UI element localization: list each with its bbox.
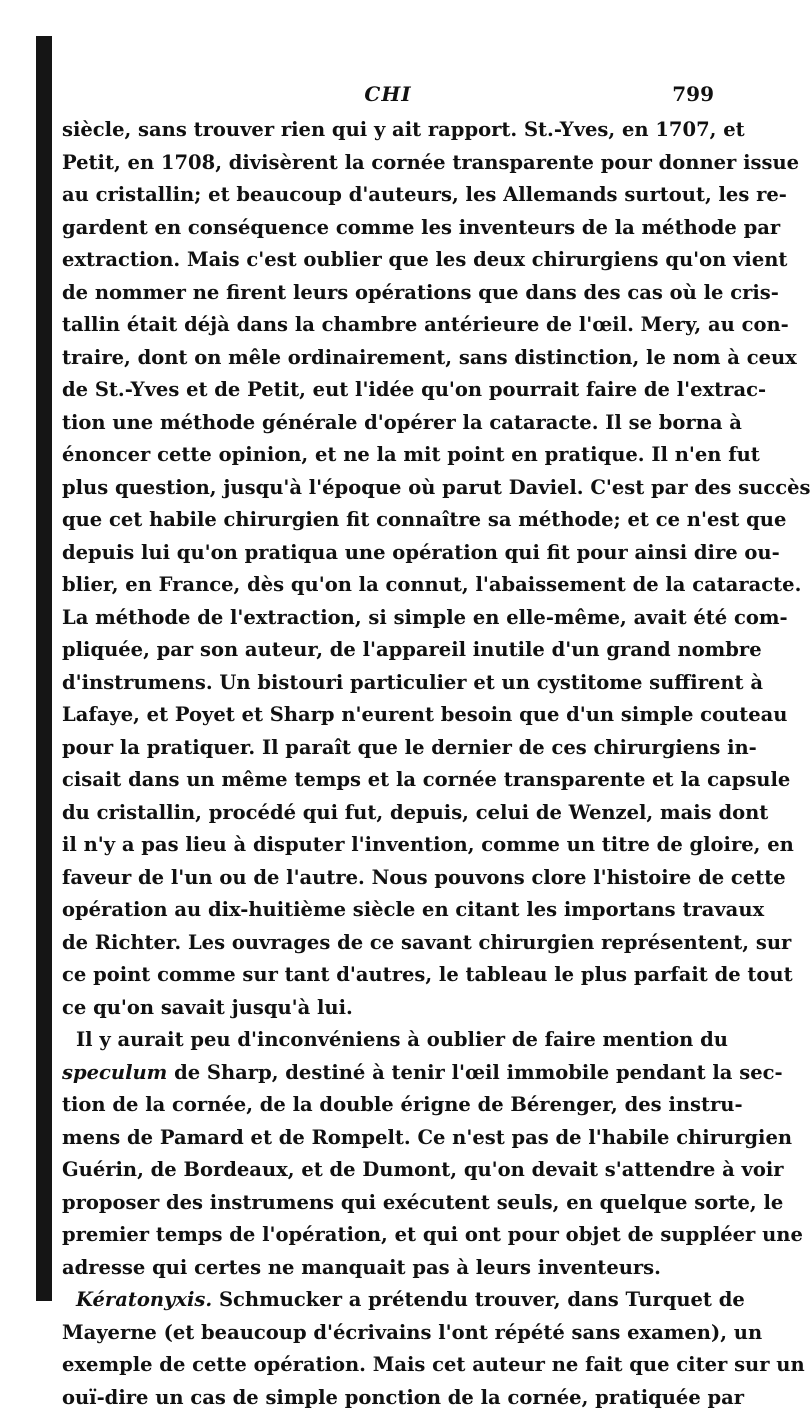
- text-line: gardent en conséquence comme les inventeurs de la méthode par: [62, 212, 714, 245]
- text-line: ouï-dire un cas de simple ponction de la cornée, pratiquée par: [62, 1382, 714, 1414]
- paragraph-1: [62, 114, 714, 1024]
- text-line: de Richter. Les ouvrages de ce savant chirurgien représentent, sur: [62, 927, 714, 960]
- text-line: blier, en France, dès qu'on la connut, l'abaissement de la cataracte.: [62, 569, 714, 602]
- text-line: ce qu'on savait jusqu'à lui.: [62, 992, 714, 1025]
- text-line: traire, dont on mêle ordinairement, sans distinction, le nom à ceux: [62, 342, 714, 375]
- text-line: Petit, en 1708, divisèrent la cornée transparente pour donner issue: [62, 147, 714, 180]
- text-line: de nommer ne firent leurs opérations que dans des cas où le cris-: [62, 277, 714, 310]
- running-head: CHI: [62, 82, 714, 106]
- paragraph-3: [62, 1284, 714, 1414]
- text-line: de St.-Yves et de Petit, eut l'idée qu'on pourrait faire de l'extrac-: [62, 374, 714, 407]
- italic-term: speculum: [62, 1061, 167, 1084]
- book-page: [62, 78, 714, 1414]
- paragraph-2: [62, 1024, 714, 1284]
- text-line: tion une méthode générale d'opérer la cataracte. Il se borna à: [62, 407, 714, 440]
- text-line: [62, 1284, 714, 1317]
- text-line: énoncer cette opinion, et ne la mit point en pratique. Il n'en fut: [62, 439, 714, 472]
- text-line: tallin était déjà dans la chambre antérieure de l'œil. Mery, au con-: [62, 309, 714, 342]
- text-line: premier temps de l'opération, et qui ont pour objet de suppléer une: [62, 1219, 714, 1252]
- text-line: que cet habile chirurgien fit connaître sa méthode; et ce n'est que: [62, 504, 714, 537]
- text-line: Guérin, de Bordeaux, et de Dumont, qu'on devait s'attendre à voir: [62, 1154, 714, 1187]
- binding-gutter: [36, 36, 52, 1301]
- text-line: pour la pratiquer. Il paraît que le dernier de ces chirurgiens in-: [62, 732, 714, 765]
- text-line: exemple de cette opération. Mais cet auteur ne fait que citer sur un: [62, 1349, 714, 1382]
- text-line: Il y aurait peu d'inconvéniens à oublier de faire mention du: [62, 1024, 714, 1057]
- page-header: [62, 78, 714, 114]
- text-line: pliquée, par son auteur, de l'appareil inutile d'un grand nombre: [62, 634, 714, 667]
- text-line: Mayerne (et beaucoup d'écrivains l'ont répété sans examen), un: [62, 1317, 714, 1350]
- text-line: adresse qui certes ne manquait pas à leurs inventeurs.: [62, 1252, 714, 1285]
- text-line: mens de Pamard et de Rompelt. Ce n'est pas de l'habile chirurgien: [62, 1122, 714, 1155]
- text-line: opération au dix-huitième siècle en citant les importans travaux: [62, 894, 714, 927]
- text-line: d'instrumens. Un bistouri particulier et un cystitome suffirent à: [62, 667, 714, 700]
- page-number: 799: [672, 82, 714, 106]
- text-line: ce point comme sur tant d'autres, le tableau le plus parfait de tout: [62, 959, 714, 992]
- text-span: de Sharp, destiné à tenir l'œil immobile pendant la sec-: [167, 1061, 782, 1084]
- text-line: La méthode de l'extraction, si simple en elle-même, avait été com-: [62, 602, 714, 635]
- text-line: faveur de l'un ou de l'autre. Nous pouvons clore l'histoire de cette: [62, 862, 714, 895]
- text-line: du cristallin, procédé qui fut, depuis, celui de Wenzel, mais dont: [62, 797, 714, 830]
- text-line: plus question, jusqu'à l'époque où parut Daviel. C'est par des succès: [62, 472, 714, 505]
- text-line: au cristallin; et beaucoup d'auteurs, les Allemands surtout, les re-: [62, 179, 714, 212]
- text-line: Lafaye, et Poyet et Sharp n'eurent besoin que d'un simple couteau: [62, 699, 714, 732]
- italic-term: Kératonyxis.: [76, 1288, 212, 1311]
- text-line: il n'y a pas lieu à disputer l'invention, comme un titre de gloire, en: [62, 829, 714, 862]
- text-line: proposer des instrumens qui exécutent seuls, en quelque sorte, le: [62, 1187, 714, 1220]
- text-line: depuis lui qu'on pratiqua une opération qui fit pour ainsi dire ou-: [62, 537, 714, 570]
- text-span: Schmucker a prétendu trouver, dans Turquet de: [212, 1288, 745, 1311]
- text-line: siècle, sans trouver rien qui y ait rapport. St.-Yves, en 1707, et: [62, 114, 714, 147]
- text-line: cisait dans un même temps et la cornée transparente et la capsule: [62, 764, 714, 797]
- text-line: tion de la cornée, de la double érigne de Bérenger, des instru-: [62, 1089, 714, 1122]
- text-line: [62, 1057, 714, 1090]
- text-line: extraction. Mais c'est oublier que les deux chirurgiens qu'on vient: [62, 244, 714, 277]
